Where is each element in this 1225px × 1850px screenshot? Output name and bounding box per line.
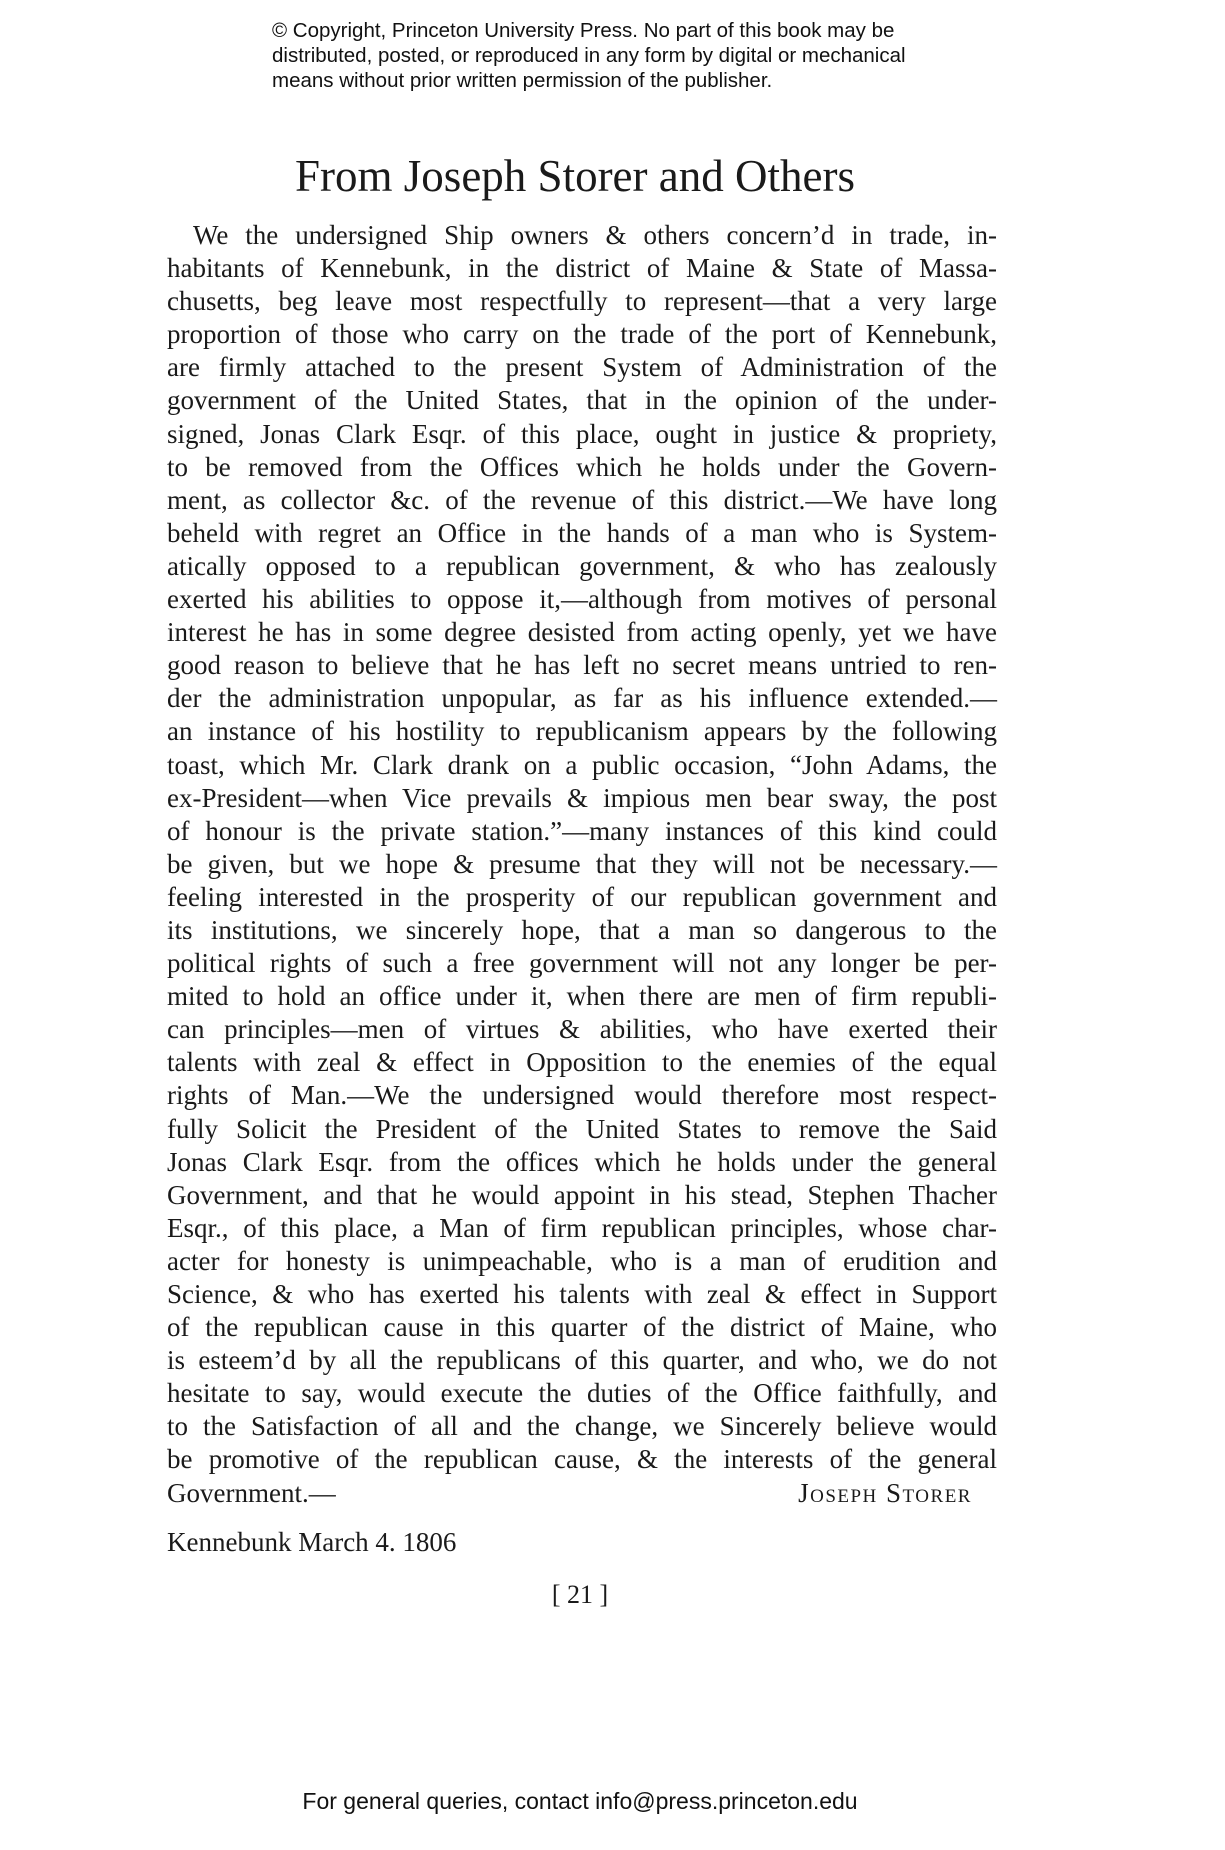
copyright-line: © Copyright, Princeton University Press. No part of this book may be	[272, 19, 895, 42]
body-line: ex-President—when Vice prevails & impious men bear sway, the post	[167, 782, 997, 813]
body-line: are firmly attached to the present System of Administration of the	[167, 352, 997, 383]
body-line: good reason to believe that he has left no secret means untried to ren-	[167, 650, 997, 681]
body-line: its institutions, we sincerely hope, that a man so dangerous to the	[167, 914, 997, 945]
body-line: habitants of Kennebunk, in the district of Maine & State of Massa-	[167, 253, 997, 284]
body-line: to be removed from the Offices which he holds under the Govern-	[167, 451, 997, 482]
body-line: Government, and that he would appoint in his stead, Stephen Thacher	[167, 1179, 997, 1210]
body-line: rights of Man.—We the undersigned would therefore most respect-	[167, 1080, 997, 1111]
closing-line	[167, 1477, 997, 1510]
body-line: government of the United States, that in the opinion of the under-	[167, 385, 997, 416]
document-title: From Joseph Storer and Others	[295, 151, 855, 201]
body-line: Science, & who has exerted his talents with zeal & effect in Support	[167, 1279, 997, 1309]
body-line: hesitate to say, would execute the duties of the Office faithfully, and	[167, 1378, 997, 1409]
body-line: acter for honesty is unimpeachable, who is a man of erudition and	[167, 1245, 997, 1276]
body-line: We the undersigned Ship owners & others concern’d in trade, in-	[193, 220, 997, 250]
copyright-line: means without prior written permission of the publisher.	[272, 69, 773, 92]
body-line: to the Satisfaction of all and the change, we Sincerely believe would	[167, 1411, 997, 1442]
body-line: der the administration unpopular, as far as his influence extended.—	[167, 683, 997, 714]
copyright-line: distributed, posted, or reproduced in any form by digital or mechanical	[272, 44, 906, 67]
body-line: an instance of his hostility to republicanism appears by the following	[167, 716, 997, 747]
body-line: toast, which Mr. Clark drank on a public occasion, “John Adams, the	[167, 749, 997, 780]
body-line: be promotive of the republican cause, & the interests of the general	[167, 1444, 997, 1475]
letter-body	[167, 219, 997, 1510]
body-line: exerted his abilities to oppose it,—although from motives of personal	[167, 584, 997, 615]
body-line: be given, but we hope & presume that they will not be necessary.—	[167, 848, 997, 879]
body-line: signed, Jonas Clark Esqr. of this place, ought in justice & propriety,	[167, 418, 997, 449]
body-line: proportion of those who carry on the trade of the port of Kennebunk,	[167, 319, 997, 350]
body-line: Jonas Clark Esqr. from the offices which he holds under the general	[167, 1146, 997, 1177]
footer-contact: For general queries, contact info@press.princeton.edu	[302, 1788, 858, 1814]
body-line: feeling interested in the prosperity of our republican government and	[167, 881, 997, 912]
body-line: fully Solicit the President of the United States to remove the Said	[167, 1113, 997, 1144]
copyright-notice	[272, 18, 992, 93]
body-line: beheld with regret an Office in the hands of a man who is System-	[167, 517, 997, 548]
body-line: mited to hold an office under it, when there are men of firm republi-	[167, 981, 997, 1012]
body-line: atically opposed to a republican government, & who has zealously	[167, 550, 997, 581]
body-line: can principles—men of virtues & abilities, who have exerted their	[167, 1014, 997, 1045]
body-line: Esqr., of this place, a Man of firm republican principles, whose char-	[167, 1212, 997, 1243]
page-number: [ 21 ]	[551, 1580, 609, 1609]
dateline: Kennebunk March 4. 1806	[167, 1527, 457, 1557]
body-line: of honour is the private station.”—many instances of this kind could	[167, 815, 997, 846]
body-line: is esteem’d by all the republicans of this quarter, and who, we do not	[167, 1345, 997, 1376]
body-line: of the republican cause in this quarter of the district of Maine, who	[167, 1312, 997, 1343]
signature: Joseph Storer	[798, 1477, 972, 1508]
body-line: interest he has in some degree desisted from acting openly, yet we have	[167, 617, 997, 648]
body-line: ment, as collector &c. of the revenue of this district.—We have long	[167, 484, 997, 515]
closing-text: Government.—	[167, 1477, 336, 1508]
body-line: chusetts, beg leave most respectfully to represent—that a very large	[167, 286, 997, 317]
body-line: talents with zeal & effect in Opposition to the enemies of the equal	[167, 1047, 997, 1078]
body-line: political rights of such a free government will not any longer be per-	[167, 948, 997, 979]
